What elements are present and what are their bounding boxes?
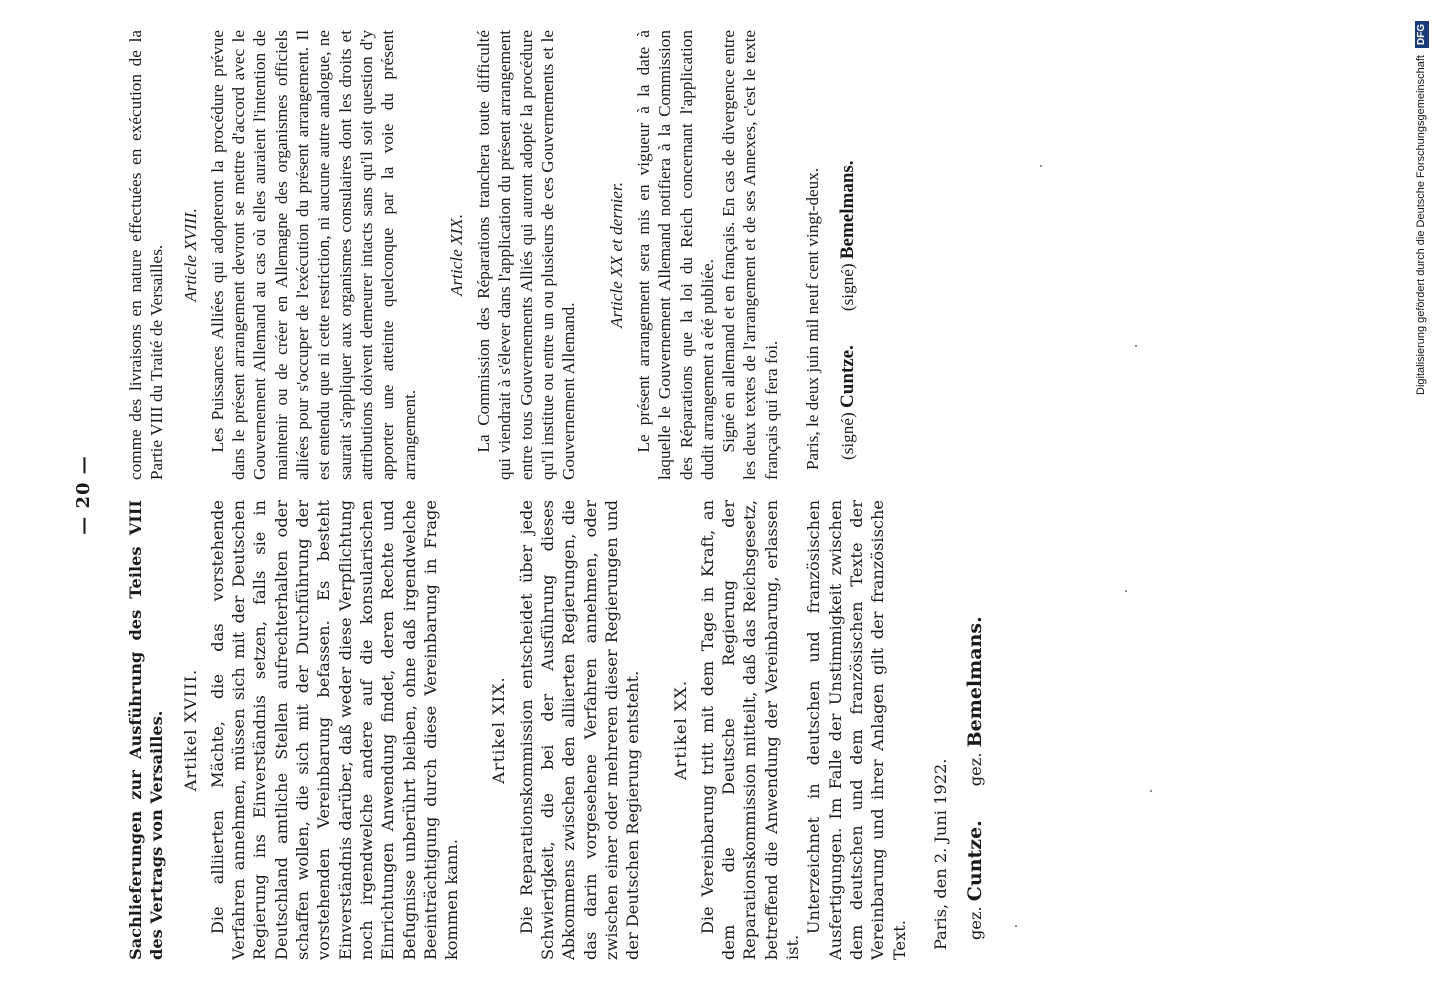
- french-article-20-text-1: Le présent arrangement sera mis en vigueur à la date à laquelle le Gouvernement Allemand notifiera à la Commission des Réparations que la loi du Reich concernant l'application dudit arrangement a été publiée.: [633, 30, 717, 480]
- scan-speck: [1150, 790, 1152, 792]
- french-intro: comme des livraisons en nature effectuées en exécution de la Partie VIII du Traité de Versailles.: [126, 30, 167, 480]
- signature-name: Cuntze.: [964, 820, 987, 902]
- french-article-20-text-2: Signé en allemand et en français. En cas de divergence entre les deux textes de l'arrangement et de ses Annexes, c'est le texte français qui fera foi.: [719, 30, 781, 480]
- credit-text: Digitalisierung gefördert durch die Deutsche Forschungsgemeinschaft: [1415, 55, 1427, 395]
- german-signature-2: [965, 616, 986, 786]
- page-number: — 20 —: [73, 455, 94, 535]
- french-article-19-text: La Commission des Réparations tranchera toute difficulté qui viendrait à s'élever dans l'application du présent arrangement entre tous Gouvernements Alliés qui auront adopté la procédure qu'il institue ou entre un ou plusieurs de ces Gouvernements et le Gouvernement Allemand.: [474, 30, 579, 480]
- french-article-18-text: Les Puissances Alliées qui adopteront la procédure prévue dans le présent arrangement devront se mettre d'accord avec le Gouvernement Allemand au cas où elles auraient l'intention de maintenir ou de créer en Allemagne des organismes officiels alliées pour s'occuper de l'exécution du présent arrangement. Il est entendu que ni cette restriction, ni aucune autre analogue, ne saurait s'appliquer aux organismes consulaires dont les droits et attributions doivent demeurer intacts sans qu'il soit question d'y apporter une atteinte quelconque par la voie du présent arrangement.: [207, 30, 419, 480]
- german-article-18-heading: Artikel XVIII.: [180, 668, 200, 792]
- german-signatures: [965, 500, 986, 960]
- rotated-document-page: [65, 30, 1085, 960]
- french-signature-2: [837, 160, 858, 311]
- german-article-20-heading: Artikel XX.: [670, 680, 690, 781]
- french-article-19-heading: Article XIX.: [446, 213, 466, 297]
- german-article-20-text-2: Unterzeichnet in deutschen und französischen Ausfertigungen. Im Falle der Unstimmigkeit zwischen dem deutschen und dem französischen Texte der Vereinbarung und ihrer Anlagen gilt der französische Text.: [804, 500, 909, 960]
- german-intro: Sachlieferungen zur Ausführung des Teiles VIII des Vertrags von Versailles.: [126, 500, 167, 960]
- german-article-19-text: Die Reparationskommission entscheidet über jede Schwierigkeit, die bei der Ausführung dieses Abkommens zwischen den alliierten Regierungen, die das darin vorgesehene Verfahren annehmen, oder zwischen einer oder mehreren dieser Regierungen und der Deutschen Regierung entsteht.: [516, 500, 643, 960]
- dfg-logo-icon: DFG: [1415, 21, 1429, 48]
- signature-prefix: (signé): [838, 412, 858, 460]
- scan-speck: [1125, 590, 1127, 592]
- signature-name: Bemelmans.: [837, 160, 859, 260]
- french-column: [125, 30, 859, 480]
- signature-prefix: gez.: [966, 906, 986, 940]
- digitization-credit: [1414, 5, 1428, 395]
- signature-name: Bemelmans.: [964, 616, 987, 748]
- german-column: [125, 500, 986, 960]
- german-article-20-text-1: Die Vereinbarung tritt mit dem Tage in Kraft, an dem die Deutsche Regierung der Reparationskommission mitteilt, daß das Reichsgesetz, betreffend die Anwendung der Vereinbarung, erlassen ist.: [697, 500, 803, 960]
- german-article-19-heading: Artikel XIX.: [489, 676, 509, 784]
- german-article-18-text: Die alliierten Mächte, die das vorstehende Verfahren annehmen, müssen sich mit der Deutschen Regierung ins Einverständnis setzen, falls sie in Deutschland amtliche Stellen aufrechterhalten oder schaffen wollen, die sich mit der Durchführung der vorstehenden Vereinbarung befassen. Es besteht Einverständnis darüber, daß weder diese Verpflichtung noch irgendwelche andere auf die konsularischen Einrichtungen Anwendung findet, deren Rechte und Befugnisse unberührt bleiben, ohne daß irgendwelche Beeinträchtigung durch diese Vereinbarung in Frage kommen kann.: [207, 500, 462, 960]
- scan-speck: [1015, 925, 1017, 927]
- french-signatures: [837, 30, 858, 480]
- signature-name: Cuntze.: [837, 345, 859, 408]
- scan-speck: [1135, 345, 1137, 347]
- french-article-18-heading: Article XVIII.: [180, 208, 200, 302]
- german-signature-1: [965, 820, 986, 940]
- french-signature-1: [837, 345, 858, 460]
- signature-prefix: (signé): [838, 263, 858, 312]
- scan-speck: [1040, 165, 1042, 167]
- german-date: Paris, den 2. Juni 1922.: [930, 758, 950, 950]
- french-article-20-heading: Article XX et dernier.: [606, 181, 626, 329]
- french-date: Paris, le deux juin mil neuf cent vingt-deux.: [803, 167, 823, 470]
- signature-prefix: gez.: [966, 752, 986, 787]
